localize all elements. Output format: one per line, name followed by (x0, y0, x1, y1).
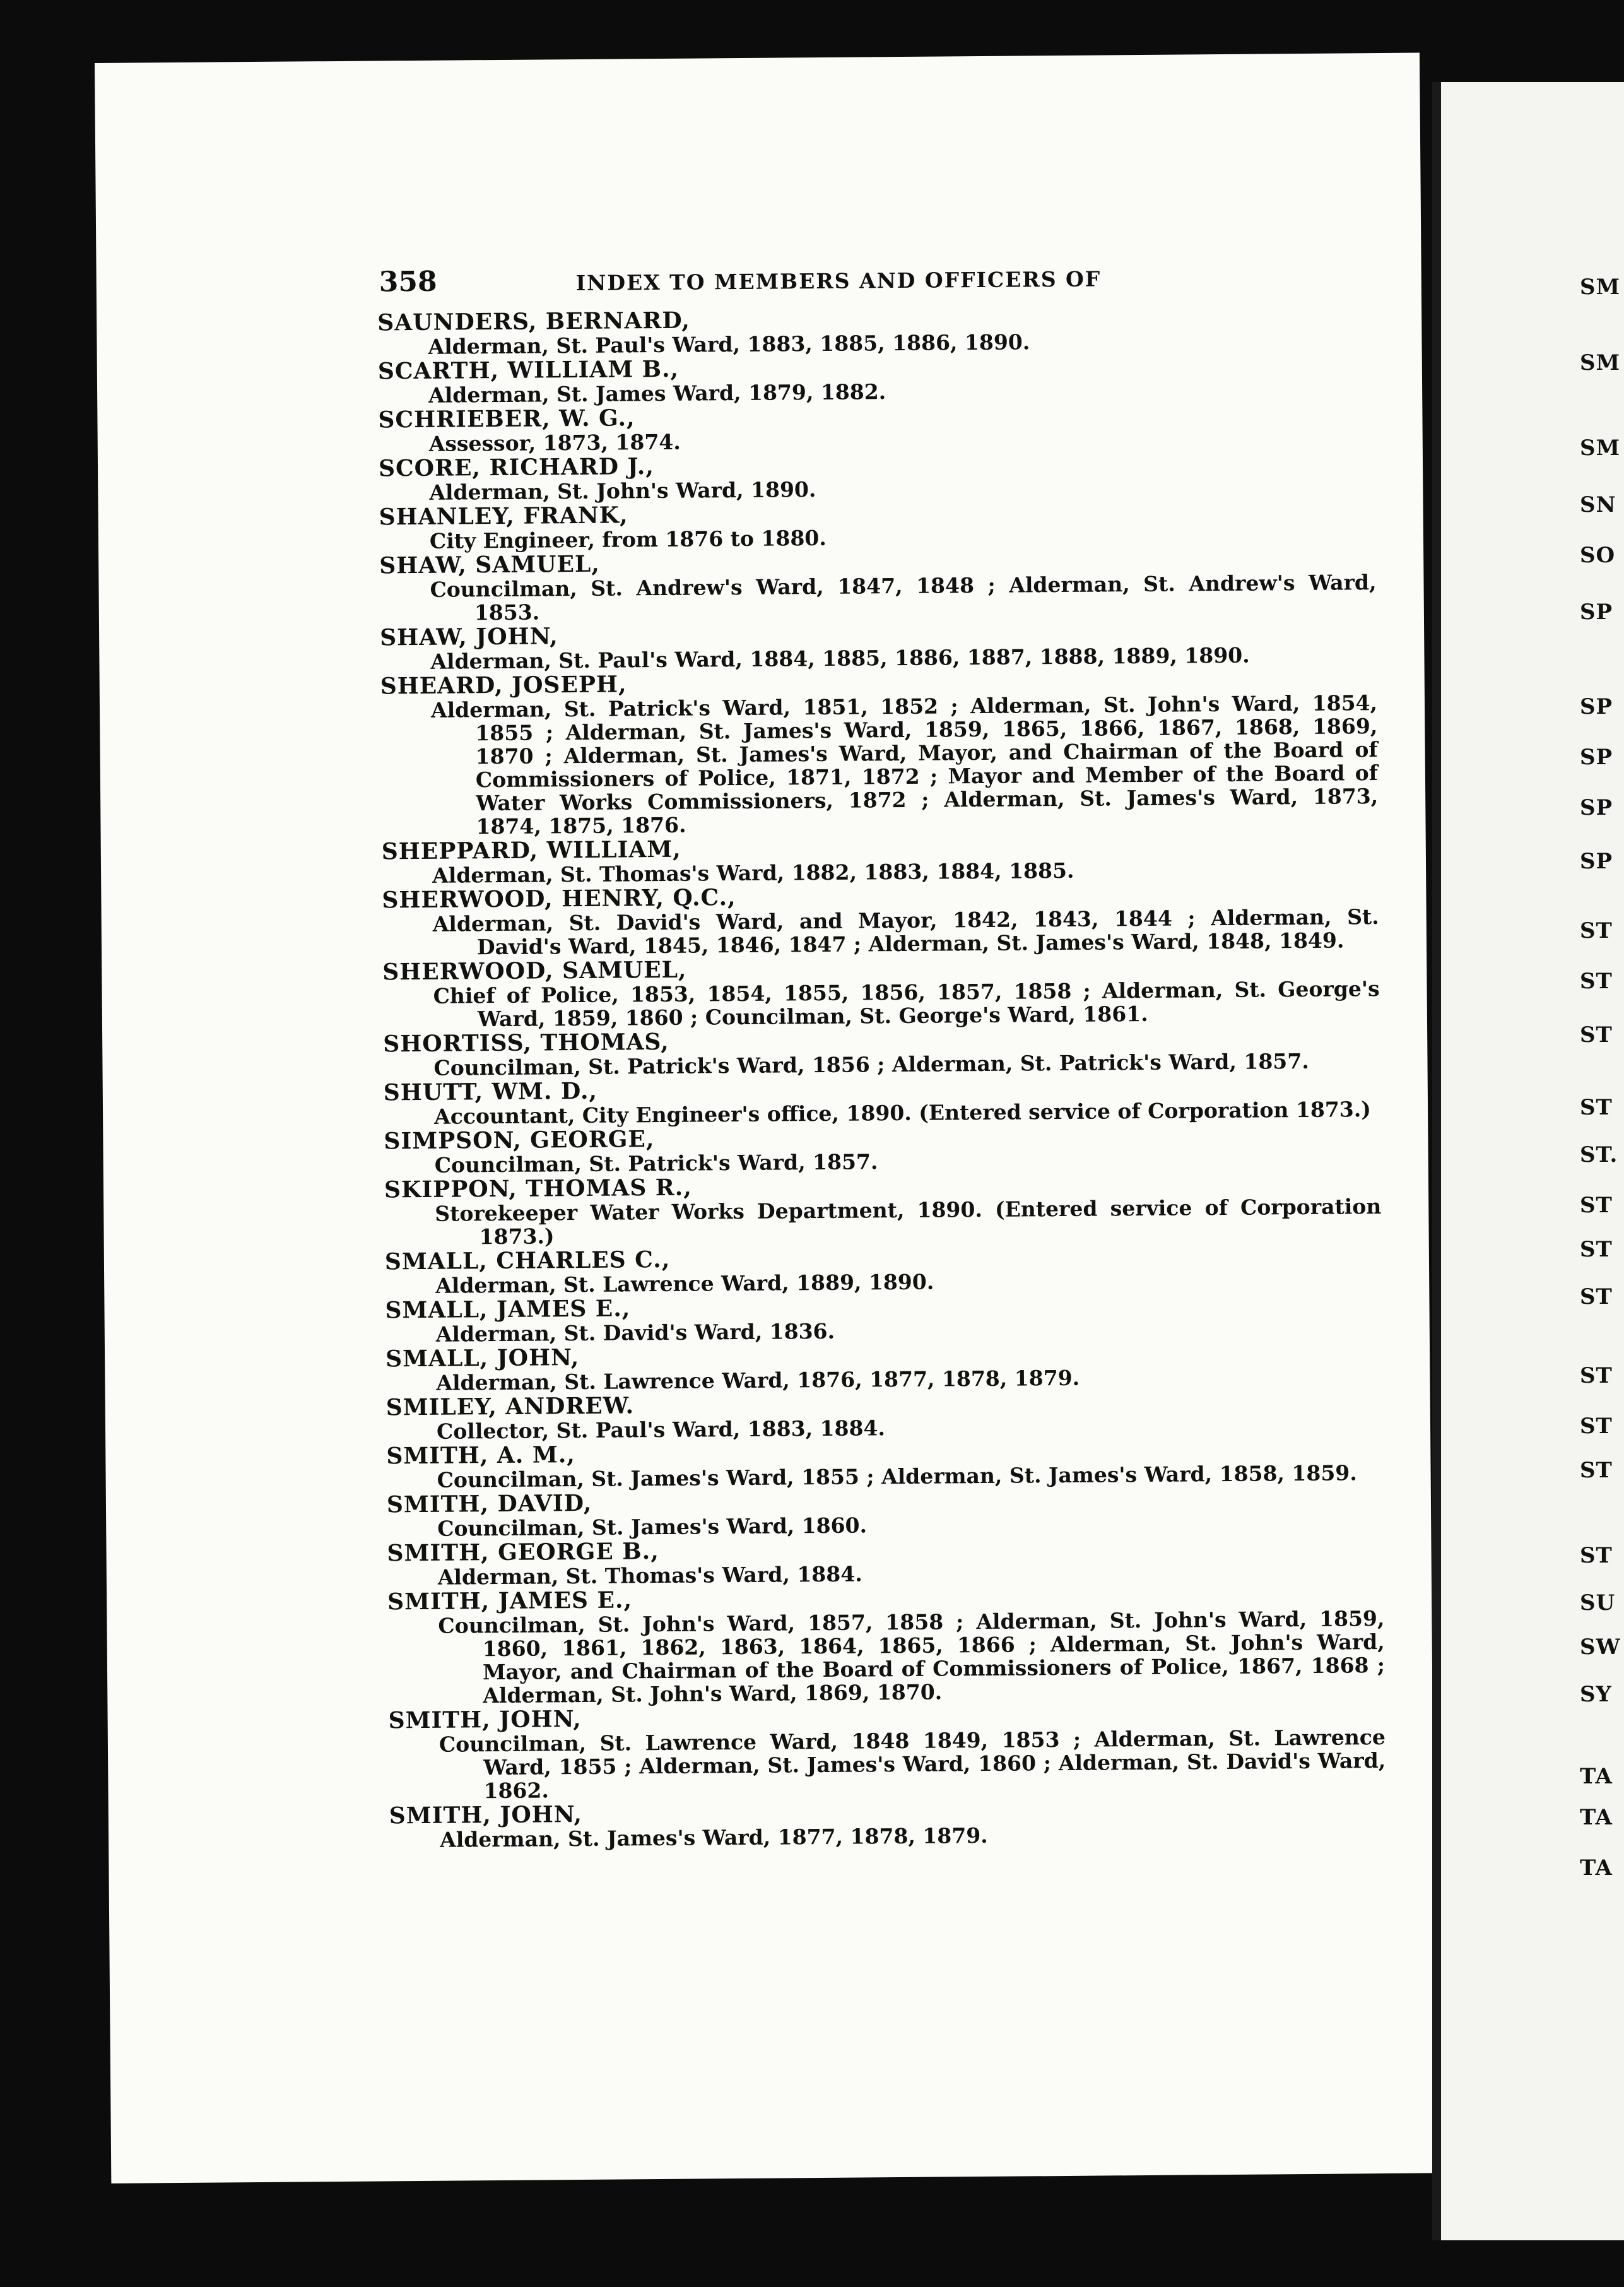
index-entry (386, 1436, 1384, 1492)
running-head: INDEX TO MEMBERS AND OFFICERS OF (575, 266, 1102, 296)
entry-detail: Councilman, St. James's Ward, 1855 ; Alderman, St. James's Ward, 1858, 1859. (437, 1460, 1357, 1492)
right-page-fragment: SO (1580, 543, 1616, 568)
entry-name: SHUTT, WM. D., (383, 1077, 598, 1106)
right-page-fragment: TA (1580, 1764, 1613, 1789)
entry-detail: Councilman, St. Patrick's Ward, 1857. (434, 1149, 878, 1178)
index-entry (378, 399, 1375, 456)
index-entry (382, 831, 1379, 887)
right-page-fragment: ST (1580, 1022, 1613, 1048)
index-entry (377, 302, 1375, 358)
entry-detail: Alderman, St. Lawrence Ward, 1889, 1890. (435, 1269, 934, 1298)
entry-detail: Alderman, St. James's Ward, 1877, 1878, 1879. (439, 1823, 988, 1852)
right-page-fragment: ST. (1580, 1142, 1618, 1167)
right-page-fragment: SP (1580, 795, 1613, 820)
right-page-fragment: SP (1580, 745, 1613, 770)
entry-name: SHEPPARD, WILLIAM, (381, 836, 681, 865)
entry-name: SMITH, A. M., (386, 1441, 575, 1470)
entry-name: SMITH, JAMES E., (387, 1587, 633, 1616)
entry-detail: Alderman, St. Patrick's Ward, 1851, 1852 ; Alderman, St. John's Ward, 1854, 1855 ; Alderman, St. James's Ward, 1859, 1865, 1866, 1867, 1868, 1869, 1870 ; Alderman, St. James's Ward, Mayor, and Chairman of the Board of Commissioners of Police, 1871, 1872 ; Mayor and Member of the Board of Water Works Commissioners, 1872 ; Alderman, St. James's Ward, 1873, 1874, 1875, 1876. (430, 690, 1379, 839)
entry-detail: Alderman, St. Paul's Ward, 1883, 1885, 1886, 1890. (428, 329, 1030, 359)
index-entry (387, 1581, 1385, 1708)
right-page-fragment: SN (1580, 492, 1616, 517)
right-page-fragment: ST (1580, 918, 1613, 943)
entry-name: SCARTH, WILLIAM B., (377, 355, 680, 385)
entry-name: SHAW, SAMUEL, (379, 550, 600, 579)
entry-name: SCORE, RICHARD J., (378, 453, 654, 482)
right-page-fragment: ST (1580, 1284, 1613, 1309)
entry-name: SMALL, JOHN, (385, 1344, 580, 1373)
entry-detail: City Engineer, from 1876 to 1880. (429, 525, 827, 553)
index-entry (385, 1241, 1382, 1297)
index-entry (384, 1072, 1381, 1128)
entry-detail: Councilman, St. Andrew's Ward, 1847, 1848 ; Alderman, St. Andrew's Ward, 1853. (430, 570, 1377, 625)
entry-name: SMITH, JOHN, (388, 1706, 582, 1734)
right-page-edge (1432, 82, 1624, 2240)
right-page-fragment: SM (1580, 275, 1621, 300)
entry-detail: Collector, St. Paul's Ward, 1883, 1884. (436, 1415, 886, 1444)
entry-detail: Assessor, 1873, 1874. (428, 429, 681, 456)
index-entry (382, 880, 1379, 959)
index-entry (384, 1169, 1382, 1249)
entry-detail: Alderman, St. Paul's Ward, 1884, 1885, 1886, 1887, 1888, 1889, 1890. (430, 642, 1250, 674)
page-number: 358 (379, 265, 437, 298)
entry-name: SHEARD, JOSEPH, (380, 671, 627, 700)
index-entry (382, 952, 1380, 1031)
entry-detail: Accountant, City Engineer's office, 1890. (Entered service of Corporation 1873.) (433, 1097, 1372, 1129)
entry-detail: Alderman, St. Lawrence Ward, 1876, 1877, 1878, 1879. (436, 1365, 1080, 1395)
entry-name: SHERWOOD, SAMUEL, (382, 956, 687, 986)
right-page-fragment: ST (1580, 969, 1613, 994)
entry-name: SHANLEY, FRANK, (379, 502, 628, 531)
right-page-fragment: SM (1580, 435, 1621, 461)
entry-name: SKIPPON, THOMAS R., (384, 1174, 692, 1203)
right-page-fragment: SP (1580, 600, 1613, 625)
entry-detail: Chief of Police, 1853, 1854, 1855, 1856, 1857, 1858 ; Alderman, St. George's Ward, 1859, 1860 ; Councilman, St. George's Ward, 1861. (433, 976, 1380, 1032)
index-entry (378, 351, 1375, 407)
index-entry (383, 1024, 1380, 1080)
entry-name: SMITH, GEORGE B., (387, 1538, 659, 1567)
right-page-fragment: ST (1580, 1193, 1613, 1218)
left-page (95, 53, 1436, 2184)
right-page-fragment: TA (1580, 1855, 1613, 1881)
right-page-fragment: ST (1580, 1458, 1613, 1483)
entry-name: SCHRIEBER, W. G., (378, 405, 635, 434)
index-entry (387, 1484, 1384, 1540)
index-entry (379, 497, 1377, 553)
entry-detail: Alderman, St. James Ward, 1879, 1882. (428, 379, 886, 408)
entry-detail: Alderman, St. David's Ward, and Mayor, 1842, 1843, 1844 ; Alderman, St. David's Ward, 1845, 1846, 1847 ; Alderman, St. James's Ward, 1848, 1849. (432, 904, 1379, 960)
entry-detail: Alderman, St. David's Ward, 1836. (435, 1318, 835, 1347)
right-page-fragment: SY (1580, 1682, 1612, 1707)
entry-name: SIMPSON, GEORGE, (384, 1126, 655, 1155)
entry-name: SMALL, JAMES E., (385, 1295, 631, 1324)
right-page-fragment: ST (1580, 1363, 1613, 1388)
entry-name: SMALL, CHARLES C., (384, 1246, 671, 1275)
right-page-fragment: ST (1580, 1237, 1613, 1262)
entry-name: SHERWOOD, HENRY, Q.C., (382, 884, 736, 914)
index-entry (387, 1533, 1384, 1589)
index-entries (377, 302, 1386, 1852)
entry-detail: Alderman, St. Thomas's Ward, 1884. (437, 1561, 862, 1590)
index-entry (385, 1290, 1382, 1346)
entry-detail: Councilman, St. Lawrence Ward, 1848 1849, 1853 ; Alderman, St. Lawrence Ward, 1855 ; Alderman, St. James's Ward, 1860 ; Alderman, St. David's Ward, 1862. (438, 1725, 1386, 1804)
index-entry (386, 1387, 1384, 1443)
index-entry (388, 1700, 1386, 1803)
right-page-fragment: SW (1580, 1634, 1621, 1660)
entry-name: SHAW, JOHN, (379, 623, 558, 651)
entry-detail: Councilman, St. John's Ward, 1857, 1858 ; Alderman, St. John's Ward, 1859, 1860, 1861, 1862, 1863, 1864, 1865, 1866 ; Alderman, St. John's Ward, Mayor, and Chairman of the Board of Commissioners of Police, 1867, 1868 ; Alderman, St. John's Ward, 1869, 1870. (438, 1606, 1386, 1708)
entry-detail: Alderman, St. John's Ward, 1890. (429, 477, 816, 505)
entry-name: SMITH, JOHN, (389, 1801, 583, 1829)
entry-name: SMILEY, ANDREW. (385, 1392, 635, 1421)
entry-name: SMITH, DAVID, (386, 1489, 592, 1518)
index-entry (384, 1121, 1381, 1177)
entry-detail: Storekeeper Water Works Department, 1890. (Entered service of Corporation 1873.) (435, 1194, 1382, 1250)
right-page-fragment: SU (1580, 1590, 1616, 1616)
right-page-fragment: SM (1580, 350, 1621, 375)
entry-name: SHORTISS, THOMAS, (383, 1028, 669, 1058)
index-entry (379, 545, 1377, 625)
entry-detail: Councilman, St. Patrick's Ward, 1856 ; Alderman, St. Patrick's Ward, 1857. (433, 1048, 1309, 1080)
right-page-fragment: ST (1580, 1414, 1613, 1439)
index-entry (380, 617, 1377, 673)
entry-detail: Councilman, St. James's Ward, 1860. (437, 1513, 868, 1541)
index-entry (379, 448, 1376, 504)
index-entry (389, 1795, 1387, 1852)
index-entry (385, 1339, 1383, 1395)
index-entry (380, 666, 1379, 839)
right-page-fragment: SP (1580, 849, 1613, 874)
entry-detail: Alderman, St. Thomas's Ward, 1882, 1883, 1884, 1885. (432, 858, 1074, 888)
right-page-fragment: TA (1580, 1805, 1613, 1830)
entry-name: SAUNDERS, BERNARD, (377, 307, 691, 336)
right-page-fragment: ST (1580, 1543, 1613, 1568)
right-page-fragment: ST (1580, 1095, 1613, 1120)
right-page-fragment: SP (1580, 694, 1613, 719)
